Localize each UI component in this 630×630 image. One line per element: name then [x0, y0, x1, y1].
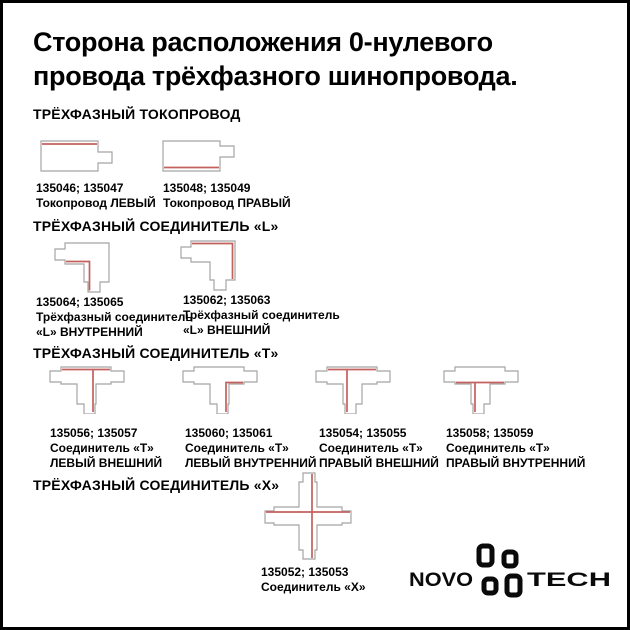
item-codes: 135046; 135047 — [36, 181, 124, 195]
figure-t-connector-left-outer — [49, 366, 125, 414]
item-name: «L» ВНЕШНИЙ — [183, 323, 271, 337]
item-caption — [163, 181, 291, 211]
item-caption — [36, 295, 193, 340]
item-caption — [446, 426, 585, 471]
item-name: Соединитель «Т» — [50, 441, 154, 455]
item-caption — [50, 426, 162, 471]
section-heading-t-connector: ТРЁХФАЗНЫЙ СОЕДИНИТЕЛЬ «Т» — [33, 345, 279, 361]
item-name: Соединитель «Т» — [185, 441, 289, 455]
item-name: Соединитель «Т» — [319, 441, 423, 455]
item-codes: 135064; 135065 — [36, 295, 124, 309]
item-caption — [319, 426, 439, 471]
connector-outline — [316, 367, 390, 414]
item-caption — [36, 181, 156, 211]
figure-l-connector-inner — [54, 241, 112, 297]
section-heading-x-connector: ТРЁХФАЗНЫЙ СОЕДИНИТЕЛЬ «Х» — [33, 477, 280, 493]
item-name: ЛЕВЫЙ ВНЕШНИЙ — [50, 456, 163, 470]
novotech-pinwheel-icon — [479, 546, 520, 595]
logo-text-left: NOVO — [409, 570, 473, 591]
figure-x-connector — [264, 472, 352, 560]
connector-outline — [265, 473, 351, 559]
item-name: Соединитель «Т» — [446, 441, 550, 455]
item-name: Токопровод ПРАВЫЙ — [163, 196, 291, 210]
connector-outline — [50, 367, 124, 414]
item-caption — [261, 565, 366, 595]
item-name: ПРАВЫЙ ВНЕШНИЙ — [319, 456, 439, 470]
item-caption — [185, 426, 317, 471]
item-codes: 135058; 135059 — [446, 426, 534, 440]
item-name: Соединитель «Х» — [261, 580, 366, 594]
connector-outline — [444, 367, 518, 414]
section-heading-track: ТРЁХФАЗНЫЙ ТОКОПРОВОД — [33, 106, 241, 122]
item-codes: 135062; 135063 — [183, 293, 271, 307]
item-codes: 135052; 135053 — [261, 565, 349, 579]
page-title-line1: Сторона расположения 0-нулевого — [33, 27, 493, 57]
connector-outline — [41, 141, 112, 171]
item-codes: 135054; 135055 — [319, 426, 407, 440]
figure-t-connector-left-inner — [182, 366, 258, 414]
item-name: Трёхфазный соединитель — [183, 308, 340, 322]
neutral-wire-line — [66, 262, 90, 291]
item-name: Токопровод ЛЕВЫЙ — [36, 196, 156, 210]
section-heading-l-connector: ТРЁХФАЗНЫЙ СОЕДИНИТЕЛЬ «L» — [33, 218, 279, 234]
figure-t-connector-right-outer — [315, 366, 391, 414]
neutral-wire-line — [192, 244, 233, 280]
item-caption — [183, 293, 340, 338]
item-name: Трёхфазный соединитель — [36, 310, 193, 324]
novotech-logo — [403, 536, 618, 604]
connector-outline — [183, 367, 257, 414]
logo-text-right: TECH — [527, 570, 611, 591]
figure-l-connector-outer — [180, 239, 238, 295]
item-name: «L» ВНУТРЕННИЙ — [36, 325, 143, 339]
connector-outline — [181, 241, 235, 290]
connector-outline — [55, 243, 109, 292]
item-codes: 135056; 135057 — [50, 426, 138, 440]
figure-track-feed-left — [40, 140, 114, 172]
connector-outline — [163, 141, 234, 171]
item-name: ПРАВЫЙ ВНУТРЕННИЙ — [446, 456, 586, 470]
item-name: ЛЕВЫЙ ВНУТРЕННИЙ — [185, 456, 317, 470]
page-title — [33, 25, 517, 93]
item-codes: 135060; 135061 — [185, 426, 273, 440]
figure-t-connector-right-inner — [443, 366, 519, 414]
item-codes: 135048; 135049 — [163, 181, 251, 195]
figure-track-feed-right — [162, 140, 236, 172]
page-title-line2: провода трёхфазного шинопровода. — [33, 61, 518, 91]
